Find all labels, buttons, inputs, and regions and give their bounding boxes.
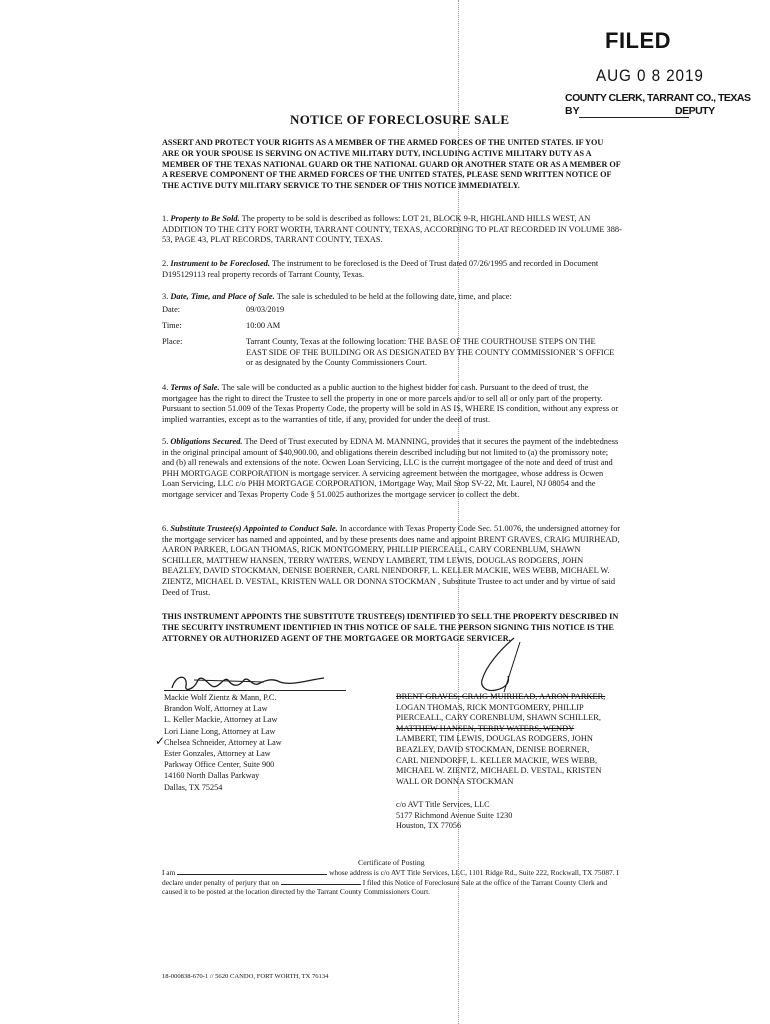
signature-rule — [579, 117, 689, 118]
section-text: The Deed of Trust executed by EDNA M. MANNING, provides that it secures the payment of the indebtedness in the original principal amount of $40,900.00, and obligations therein described including but not limited to (a) the promissory note; and (b) all renewals and extensions of the note. Ocwen Loan Servicing, LLC is the current mortgagee of the note and deed of trust and PHH MORTGAGE CORPORATION is mortgage servicer. A servicing agreement between the mortgagee, whose address is Ocwen Loan Servicing, LLC c/o PHH MORTGAGE CORPORATION, 1Mortgage Way, Mail Stop SV-22, Mt. Laurel, NJ 08054 and the mortgage servicer and Texas Property Code § 51.0025 authorizes the mortgage servicer to collect the debt. — [162, 437, 619, 499]
trustee-line: BEAZLEY, DAVID STOCKMAN, DENISE BOERNER, — [396, 744, 590, 754]
attorney-line: Mackie Wolf Zientz & Mann, P.C. — [164, 693, 277, 702]
deputy-label: DEPUTY — [675, 105, 715, 117]
section-text: In accordance with Texas Property Code Sec. 51.0076, the undersigned attorney for the mortgage servicer has named and appointed, and by these presents does name and appoint BRENT GRAVES, CRAIG MUIRHEAD, AARON PARKER, LOGAN THOMAS, RICK MONTGOMERY, PHILLIP PIERCEALL, CARY CORENBLUM, SHAWN SCHILLER, MATTHEW HANSEN, TERRY WATERS, WENDY LAMBERT, TIM LEWIS, DOUGLAS RODGERS, JOHN BEAZLEY, DAVID STOCKMAN, DENISE BOERNER, CARL NIENDORFF, L. KELLER MACKIE, WES WEBB, MICHAEL W. ZIENTZ, MICHAEL D. VESTAL, KRISTEN WALL OR DONNA STOCKMAN , Substitute Trustee to act under and by virtue of said Deed of Trust. — [162, 524, 621, 597]
document-footer: 18-000838-670-1 // 5620 CANDO, FORT WORTH, TX 76134 — [162, 973, 329, 980]
section-heading: Substitute Trustee(s) Appointed to Conduct Sale. — [170, 524, 338, 533]
checkmark-icon: ✓ — [155, 734, 166, 748]
avt-line: 5177 Richmond Avenue Suite 1230 — [396, 810, 513, 820]
section-number: 6. — [162, 524, 169, 533]
section-substitute-trustees — [162, 524, 622, 598]
avt-line: c/o AVT Title Services, LLC — [396, 800, 490, 809]
avt-line: Houston, TX 77056 — [396, 821, 462, 831]
filed-label: FILED — [605, 28, 672, 53]
section-terms — [162, 383, 622, 425]
sale-date-label: Date: — [162, 305, 181, 314]
sale-place-value: Tarrant County, Texas at the following location: THE BASE OF THE COURTHOUSE STEPS ON THE EAST SIDE OF THE BUILDING OR AS DESIGNATED BY THE COUNTY COMMISSIONER`S OFFICE or as designated by the County Commissioners Court. — [246, 337, 615, 368]
cert-name-blank — [177, 874, 327, 875]
trustee-line: LAMBERT, TIM LEWIS, DOUGLAS RODGERS, JOHN — [396, 734, 593, 744]
section-heading: Date, Time, and Place of Sale. — [170, 292, 275, 301]
cert-line-1: whose address is c/o AVT Title Services, LLC, 1101 Ridge Rd., Suite 222, Rockwall, TX 75087. I declare under penalty of perjury that on — [162, 868, 619, 887]
sale-place-label: Place: — [162, 337, 183, 346]
section-number: 3. — [162, 292, 169, 301]
cert-line-2: I filed this Notice of Foreclosure Sale at the office of the Tarrant County Clerk and caused it to be posted at the location directed by the Tarrant County Commissioners Court. — [162, 877, 608, 897]
trustee-line: LOGAN THOMAS, RICK MONTGOMERY, PHILLIP — [396, 702, 584, 712]
attorney-line: 14160 North Dallas Parkway — [164, 771, 260, 781]
section-heading: Property to Be Sold. — [170, 214, 240, 223]
trustee-line: MICHAEL W. ZIENTZ, MICHAEL D. VESTAL, KRISTEN — [396, 766, 602, 776]
sale-date-value: 09/03/2019 — [246, 305, 285, 314]
county-clerk-label: COUNTY CLERK, TARRANT CO., TEXAS — [565, 92, 751, 104]
trustee-line: BRENT GRAVES, CRAIG MUIRHEAD, AARON PARKER, — [396, 692, 606, 701]
certificate-of-posting — [162, 868, 624, 897]
trustee-line: MATTHEW HANSEN, TERRY WATERS, WENDY — [396, 723, 575, 733]
certificate-title: Certificate of Posting — [358, 858, 425, 867]
trustee-line: WALL OR DONNA STOCKMAN — [396, 776, 514, 786]
section-number: 4. — [162, 383, 169, 392]
attorney-line: Lori Liane Long, Attorney at Law — [164, 726, 276, 736]
avt-address-block — [396, 800, 616, 832]
substitute-trustee-signature — [470, 636, 550, 696]
attorney-line: Chelsea Schneider, Attorney at Law — [164, 737, 282, 747]
section-number: 2. — [162, 259, 169, 268]
filed-date: AUG 0 8 2019 — [596, 66, 704, 85]
section-instrument — [162, 259, 622, 280]
cert-date-blank — [281, 884, 361, 885]
section-heading: Obligations Secured. — [170, 437, 243, 446]
trustee-line: CARL NIENDORFF, L. KELLER MACKIE, WES WEBB, — [396, 755, 598, 765]
attorney-line: L. Keller Mackie, Attorney at Law — [164, 715, 278, 725]
section-date-time-place — [162, 292, 622, 303]
attorney-block — [164, 692, 344, 793]
attorney-line: Brandon Wolf, Attorney at Law — [164, 704, 268, 714]
section-heading: Instrument to be Foreclosed. — [170, 259, 270, 268]
section-obligations — [162, 437, 622, 501]
by-label: BY — [565, 105, 580, 117]
trustees-block — [396, 692, 636, 787]
attorney-line: Parkway Office Center, Suite 900 — [164, 760, 275, 770]
sale-time-value: 10:00 AM — [246, 321, 281, 330]
attorney-line: Dallas, TX 75254 — [164, 782, 223, 792]
page-title: NOTICE OF FORECLOSURE SALE — [290, 112, 510, 127]
attorney-line: Ester Gonzales, Attorney at Law — [164, 749, 271, 759]
section-text: The sale will be conducted as a public auction to the highest bidder for cash. Pursuant to the deed of trust, the mortgagee has the right to direct the Trustee to sell the property in one or more parcels and/or to sell all or only part of the property. Pursuant to section 51.009 of the Texas Property Code, the property will be sold in AS IS, WHERE IS condition, without any express or implied warranties, except as to the warranties of title, if any, provided for under the deed of trust. — [162, 383, 619, 424]
section-heading: Terms of Sale. — [170, 383, 220, 392]
section-number: 1. — [162, 214, 169, 223]
trustee-line: PIERCEALL, CARY CORENBLUM, SHAWN SCHILLER, — [396, 713, 601, 723]
sale-time-label: Time: — [162, 321, 182, 330]
section-number: 5. — [162, 437, 169, 446]
section-text: The instrument to be foreclosed is the Deed of Trust dated 07/26/1995 and recorded in Document D195129113 real property records of Tarrant County, Texas. — [162, 259, 599, 279]
cert-i-am: I am — [162, 868, 176, 877]
section-text: The sale is scheduled to be held at the following date, time, and place: — [276, 292, 512, 301]
section-property — [162, 214, 622, 246]
section-text: The property to be sold is described as follows: LOT 21, BLOCK 9-R, HIGHLAND HILLS WEST, AN ADDITION TO THE CITY FORT WORTH, TARRANT COUNTY, TEXAS, ACCORDING TO PLAT RECORDED IN VOLUME 388-53, PAGE 43, PLAT RECORDS, TARRANT COUNTY, TEXAS. — [162, 214, 622, 245]
military-notice: ASSERT AND PROTECT YOUR RIGHTS AS A MEMBER OF THE ARMED FORCES OF THE UNITED STATES. IF YOU ARE OR YOUR SPOUSE IS SERVING ON ACTIVE MILITARY DUTY, INCLUDING ACTIVE MILITARY DUTY AS A MEMBER OF THE TEXAS NATIONAL GUARD OR THE NATIONAL GUARD OR ANOTHER STATE OR AS A MEMBER OF A RESERVE COMPONENT OF THE ARMED FORCES OF THE UNITED STATES, PLEASE SEND WRITTEN NOTICE OF THE ACTIVE DUTY MILITARY SERVICE TO THE SENDER OF THIS NOTICE IMMEDIATELY. — [162, 138, 621, 191]
attorney-signature-rule — [164, 690, 346, 691]
appointment-notice: THIS INSTRUMENT APPOINTS THE SUBSTITUTE TRUSTEE(S) IDENTIFIED TO SELL THE PROPERTY DESCRIBED IN THE SECURITY INSTRUMENT IDENTIFIED IN THIS NOTICE OF SALE. THE PERSON SIGNING THIS NOTICE IS THE ATTORNEY OR AUTHORIZED AGENT OF THE MORTGAGEE OR MORTGAGE SERVICER. — [162, 612, 619, 643]
